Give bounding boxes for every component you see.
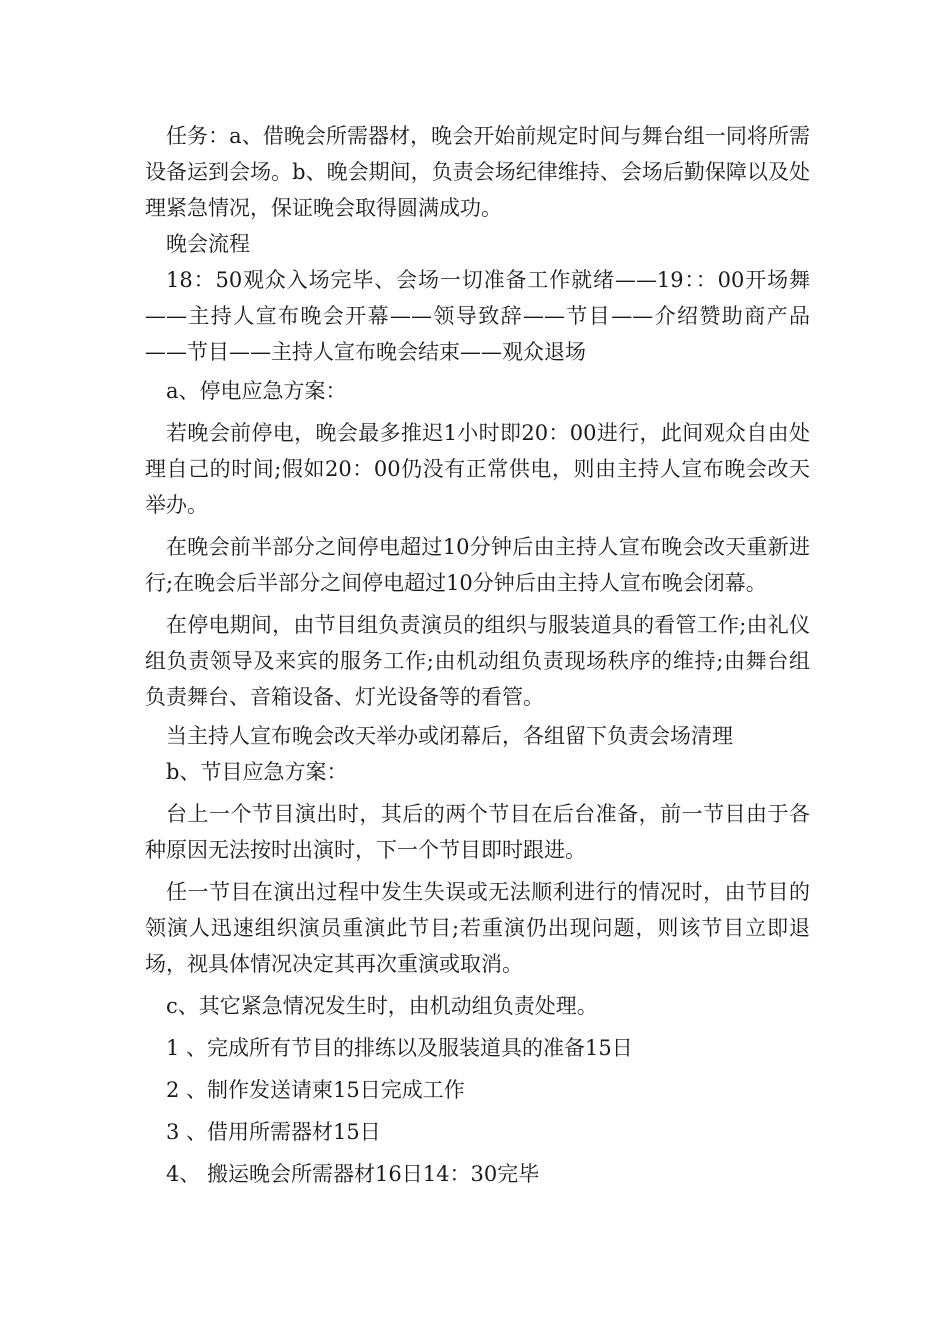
- list-item-2: 2 、制作发送请柬15日完成工作: [166, 1078, 465, 1102]
- document-body: [145, 118, 810, 1192]
- paragraph-other-emergency: c、其它紧急情况发生时，由机动组负责处理。: [166, 994, 598, 1018]
- heading-power-outage-plan: a、停电应急方案：: [166, 379, 347, 403]
- paragraph-program-error: 任一节目在演出过程中发生失误或无法顺利进行的情况时，由节目的领演人迅速组织演员重演此节目;若重演仍出现问题，则该节目立即退场，视具体情况决定其再次重演或取消。: [145, 880, 810, 976]
- paragraph-task: 任务：a、借晚会所需器材，晚会开始前规定时间与舞台组一同将所需设备运到会场。b、晚会期间，负责会场纪律维持、会场后勤保障以及处理紧急情况，保证晚会取得圆满成功。: [145, 124, 810, 220]
- list-item-4: 4、 搬运晚会所需器材16日14：30完毕: [166, 1162, 540, 1186]
- heading-program-plan: b、节目应急方案：: [166, 760, 348, 784]
- heading-program-flow: 晚会流程: [166, 232, 250, 256]
- paragraph-outage-duties: 在停电期间，由节目组负责演员的组织与服装道具的看管工作;由礼仪组负责领导及来宾的服务工作;由机动组负责现场秩序的维持;由舞台组负责舞台、音箱设备、灯光设备等的看管。: [145, 613, 810, 709]
- list-item-3: 3 、借用所需器材15日: [166, 1120, 381, 1144]
- paragraph-program-backup: 台上一个节目演出时，其后的两个节目在后台准备，前一节目由于各种原因无法按时出演时，下一个节目即时跟进。: [145, 802, 810, 862]
- paragraph-outage-during: 在晚会前半部分之间停电超过10分钟后由主持人宣布晚会改天重新进行;在晚会后半部分之间停电超过10分钟后由主持人宣布晚会闭幕。: [145, 535, 810, 595]
- list-item-1: 1 、完成所有节目的排练以及服装道具的准备15日: [166, 1036, 633, 1060]
- paragraph-cleanup: 当主持人宣布晚会改天举办或闭幕后，各组留下负责会场清理: [166, 724, 733, 748]
- paragraph-outage-before: 若晚会前停电，晚会最多推迟1小时即20：00进行，此间观众自由处理自己的时间;假如20：00仍没有正常供电，则由主持人宣布晚会改天举办。: [145, 421, 810, 517]
- paragraph-program-flow: 18：50观众入场完毕、会场一切准备工作就绪——19：：00开场舞——主持人宣布晚会开幕——领导致辞——节目——介绍赞助商产品——节目——主持人宣布晚会结束——观众退场: [145, 268, 810, 364]
